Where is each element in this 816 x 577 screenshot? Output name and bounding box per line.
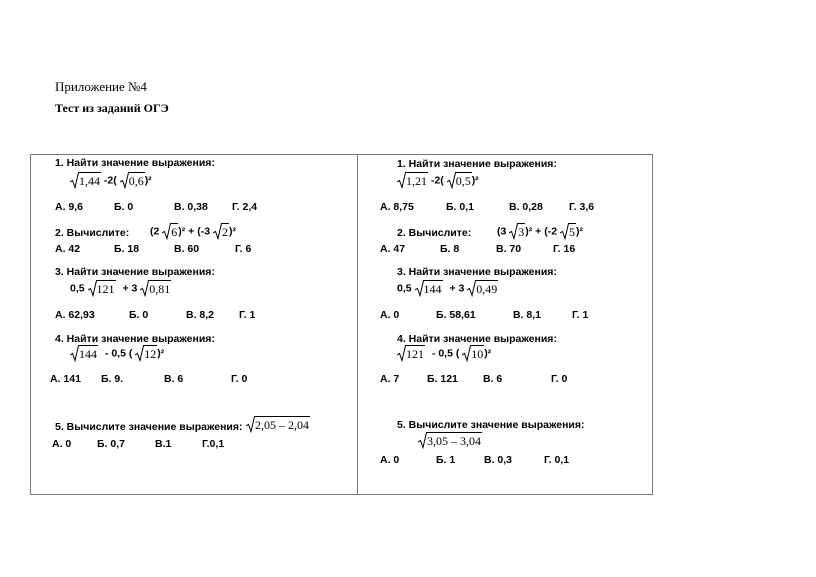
left-q2-answer-a: А. 42 <box>55 243 81 255</box>
left-q2-expression <box>150 223 236 240</box>
right-q4-answer-d: Г. 0 <box>551 373 568 385</box>
left-q2-radicand-2: 2 <box>221 225 228 239</box>
left-q5-answer-b: Б. 0,7 <box>97 438 125 450</box>
right-q4-title: 4. Найти значение выражения: <box>397 333 557 345</box>
left-q2-answer-d: Г. 6 <box>235 243 252 255</box>
right-q1-end: )² <box>471 174 479 187</box>
left-q2-part-1: (2 <box>150 225 160 238</box>
right-q3-answer-c: В. 8,1 <box>513 309 542 321</box>
right-q2-part-1: (3 <box>497 225 507 238</box>
left-q5-answer-a: А. 0 <box>52 438 72 450</box>
right-q2-radicand-1: 3 <box>518 225 525 239</box>
right-q4-answer-a: А. 7 <box>380 373 400 385</box>
right-q2-answer-a: А. 47 <box>380 243 406 255</box>
right-q1-answer-b: Б. 0,1 <box>446 201 474 213</box>
left-q4-answer-c: В. 6 <box>164 373 184 385</box>
left-q3-answer-d: Г. 1 <box>239 309 256 321</box>
left-q4-part-1: - 0,5 ( <box>104 347 133 360</box>
left-q4-radicand-2: 12 <box>144 347 157 361</box>
left-q4-expression <box>70 345 164 362</box>
left-q4-part-2: )² <box>157 347 165 360</box>
left-q2-part-3: )² <box>228 225 236 238</box>
right-q1-radicand-2: 0,5 <box>455 174 471 188</box>
left-q3-radicand-1: 121 <box>96 282 115 296</box>
right-q5-answer-d: Г. 0,1 <box>544 454 570 466</box>
left-q5-answer-d: Г.0,1 <box>202 438 225 450</box>
right-q3-radicand-1: 144 <box>423 282 442 296</box>
appendix-label: Приложение №4 <box>55 79 147 94</box>
right-q4-answer-c: В. 6 <box>483 373 503 385</box>
left-q1-radicand-1: 1,44 <box>79 174 100 188</box>
right-q2-part-2: )² + (-2 <box>525 225 558 238</box>
right-q4-radicand-2: 10 <box>471 347 484 361</box>
right-q2-radicand-2: 5 <box>568 225 575 239</box>
right-q2-title: 2. Вычислите: <box>397 227 472 239</box>
right-q3-answer-d: Г. 1 <box>572 309 589 321</box>
right-q4-part-2: )² <box>484 347 492 360</box>
right-q5-answer-a: А. 0 <box>380 454 400 466</box>
right-q5-title: 5. Вычислите значение выражения: <box>397 419 585 431</box>
right-q3-expression <box>397 280 498 297</box>
left-q1-mid: -2( <box>103 174 117 187</box>
column-divider <box>357 154 358 495</box>
right-q4-part-1: - 0,5 ( <box>431 347 460 360</box>
left-q2-title: 2. Вычислите: <box>55 227 130 239</box>
left-q5-answer-c: В.1 <box>155 438 172 450</box>
left-q5-radicand: 2,05 – 2,04 <box>255 418 309 432</box>
right-q1-answer-d: Г. 3,6 <box>569 201 595 213</box>
right-q3-part-1: 0,5 <box>397 282 412 295</box>
left-q1-answer-d: Г. 2,4 <box>232 201 258 213</box>
right-q1-radicand-1: 1,21 <box>406 174 427 188</box>
right-q4-radicand-1: 121 <box>406 347 424 361</box>
right-q1-answer-c: В. 0,28 <box>509 201 543 213</box>
right-q2-part-3: )² <box>575 225 583 238</box>
left-q4-radicand-1: 144 <box>79 347 97 361</box>
left-q1-answer-b: Б. 0 <box>114 201 134 213</box>
left-q2-answer-b: Б. 18 <box>114 243 140 255</box>
left-q1-answer-a: А. 9,6 <box>55 201 84 213</box>
left-q3-answer-b: Б. 0 <box>129 309 149 321</box>
right-q2-answer-c: В. 70 <box>496 243 522 255</box>
left-q3-part-2: + 3 <box>122 282 138 295</box>
right-q4-answer-b: Б. 121 <box>427 373 458 385</box>
right-q5-answer-b: Б. 1 <box>436 454 456 466</box>
right-q2-answer-d: Г. 16 <box>553 243 576 255</box>
right-q1-title: 1. Найти значение выражения: <box>397 158 557 170</box>
right-q3-radicand-2: 0,49 <box>476 282 498 296</box>
left-q4-answer-d: Г. 0 <box>231 373 248 385</box>
right-q3-title: 3. Найти значение выражения: <box>397 266 557 278</box>
right-q5-answer-c: В. 0,3 <box>484 454 513 466</box>
left-q5-expression <box>246 416 310 433</box>
left-q3-expression <box>70 280 171 297</box>
right-q4-expression <box>397 345 491 362</box>
left-q1-answer-c: В. 0,38 <box>174 201 208 213</box>
left-q1-title: 1. Найти значение выражения: <box>55 157 215 169</box>
left-q3-title: 3. Найти значение выражения: <box>55 266 215 278</box>
right-q1-expression <box>397 172 479 189</box>
right-q5-expression <box>418 432 482 449</box>
left-q1-expression <box>70 172 152 189</box>
page-subtitle: Тест из заданий ОГЭ <box>55 101 169 115</box>
left-q4-title: 4. Найти значение выражения: <box>55 333 215 345</box>
left-q5-title: 5. Вычислите значение выражения: <box>55 421 243 433</box>
right-q2-answer-b: Б. 8 <box>440 243 460 255</box>
left-q4-answer-a: А. 141 <box>50 373 81 385</box>
left-q3-answer-c: В. 8,2 <box>186 309 215 321</box>
left-q3-answer-a: А. 62,93 <box>55 309 95 321</box>
right-q3-answer-a: А. 0 <box>380 309 400 321</box>
left-q3-radicand-2: 0,81 <box>149 282 171 296</box>
left-q2-radicand-1: 6 <box>171 225 178 239</box>
right-q3-part-2: + 3 <box>449 282 465 295</box>
left-q3-part-1: 0,5 <box>70 282 85 295</box>
right-q1-mid: -2( <box>430 174 444 187</box>
left-q1-end: )² <box>144 174 152 187</box>
right-q3-answer-b: Б. 58,61 <box>436 309 476 321</box>
left-q2-answer-c: В. 60 <box>174 243 200 255</box>
left-q2-part-2: )² + (-3 <box>178 225 211 238</box>
right-q5-radicand: 3,05 – 3,04 <box>427 434 481 448</box>
left-q4-answer-b: Б. 9. <box>101 373 124 385</box>
right-q1-answer-a: А. 8,75 <box>380 201 414 213</box>
right-q2-expression <box>497 223 583 240</box>
left-q1-radicand-2: 0,6 <box>128 174 144 188</box>
